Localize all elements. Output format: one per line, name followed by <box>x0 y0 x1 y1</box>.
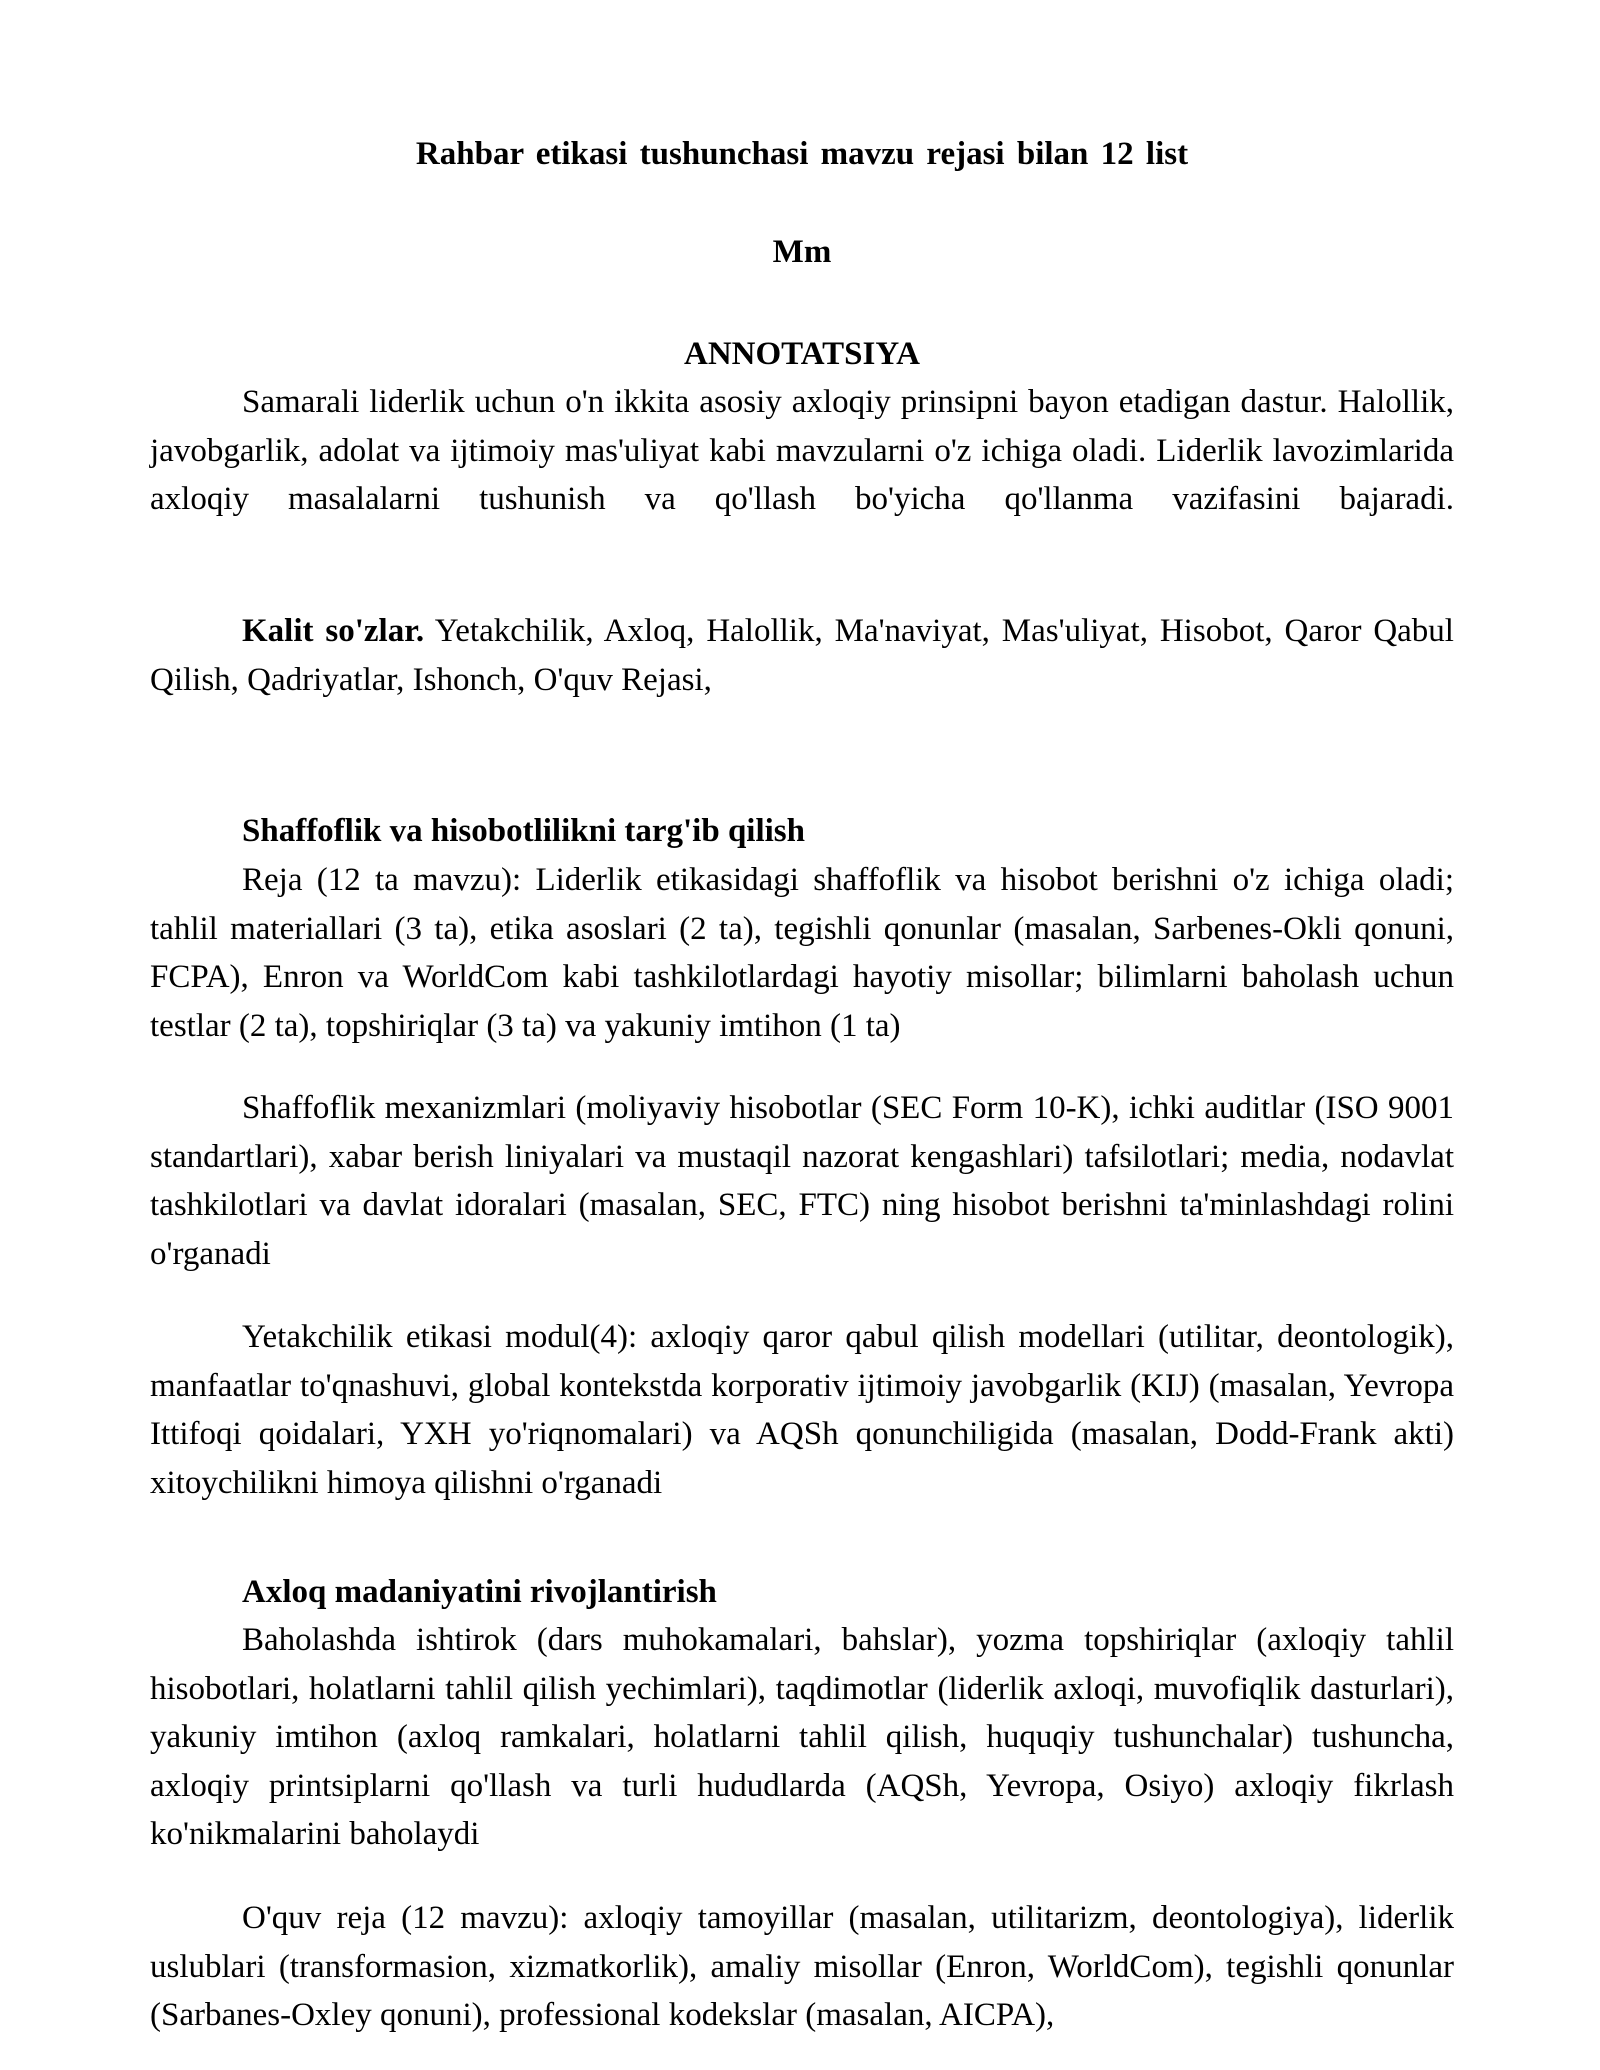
annotation-paragraph: Samarali liderlik uchun o'n ikkita asosiy axloqiy prinsipni bayon etadigan dastur. Halollik, javobgarlik, adolat va ijtimoiy mas'uliyat kabi mavzularni o'z ichiga oladi. Liderlik lavozimlarida axloqiy masalalarni tushunish va qo'llash bo'yicha qo'llanma vazifasini bajaradi. <box>150 384 1454 517</box>
section1-paragraph-3: Yetakchilik etikasi modul(4): axloqiy qaror qabul qilish modellari (utilitar, deontologik), manfaatlar to'qnashuvi, global kontekstda korporativ ijtimoiy javobgarlik (KIJ) (masalan, Yevropa Ittifoqi qoidalari, YXH yo'riqnomalari) va AQSh qonunchiligida (masalan, Dodd-Frank akti) xitoychilikni himoya qilishni o'rganadi <box>150 1319 1454 1501</box>
keywords-text: Yetakchilik, Axloq, Halollik, Ma'naviyat, Mas'uliyat, Hisobot, Qaror Qabul Qilish, Qadriyatlar, Ishonch, O'quv Rejasi, <box>150 613 1454 698</box>
section1-paragraph-2: Shaffoflik mexanizmlari (moliyaviy hisobotlar (SEC Form 10-K), ichki auditlar (ISO 9001 standartlari), xabar berish liniyalari va mustaqil nazorat kengashlari) tafsilotlari; media, nodavlat tashkilotlari va davlat idoralari (masalan, SEC, FTC) ning hisobot berishni ta'minlashdagi rolini o'rganadi <box>150 1090 1454 1272</box>
section1-paragraph-1: Reja (12 ta mavzu): Liderlik etikasidagi shaffoflik va hisobot berishni o'z ichiga oladi; tahlil materiallari (3 ta), etika asoslari (2 ta), tegishli qonunlar (masalan, Sarbenes-Okli qonuni, FCPA), Enron va WorldCom kabi tashkilotlardagi hayotiy misollar; bilimlarni baholash uchun testlar (2 ta), topshiriqlar (3 ta) va yakuniy imtihon (1 ta) <box>150 862 1454 1044</box>
annotation-heading: ANNOTATSIYA <box>684 336 920 372</box>
keywords-label: Kalit so'zlar. <box>242 613 425 649</box>
document-title: Rahbar etikasi tushunchasi mavzu rejasi bilan 12 list <box>415 136 1189 172</box>
section-heading-transparency: Shaffoflik va hisobotlilikni targ'ib qilish <box>242 813 805 849</box>
document-subtitle: Mm <box>772 234 832 270</box>
keywords-paragraph <box>150 607 1454 704</box>
section2-paragraph-1: Baholashda ishtirok (dars muhokamalari, bahslar), yozma topshiriqlar (axloqiy tahlil hisobotlari, holatlarni tahlil qilish yechimlari), taqdimotlar (liderlik axloqi, muvofiqlik dasturlari), yakuniy imtihon (axloq ramkalari, holatlarni tahlil qilish, huquqiy tushunchalar) tushuncha, axloqiy printsiplarni qo'llash va turli hududlarda (AQSh, Yevropa, Osiyo) axloqiy fikrlash ko'nikmalarini baholaydi <box>150 1622 1454 1852</box>
section2-paragraph-2: O'quv reja (12 mavzu): axloqiy tamoyillar (masalan, utilitarizm, deontologiya), liderlik uslublari (transformasion, xizmatkorlik), amaliy misollar (Enron, WorldCom), tegishli qonunlar (Sarbanes-Oxley qonuni), professional kodekslar (masalan, AICPA), <box>150 1900 1454 2033</box>
section-heading-ethics-culture: Axloq madaniyatini rivojlantirish <box>242 1574 717 1610</box>
